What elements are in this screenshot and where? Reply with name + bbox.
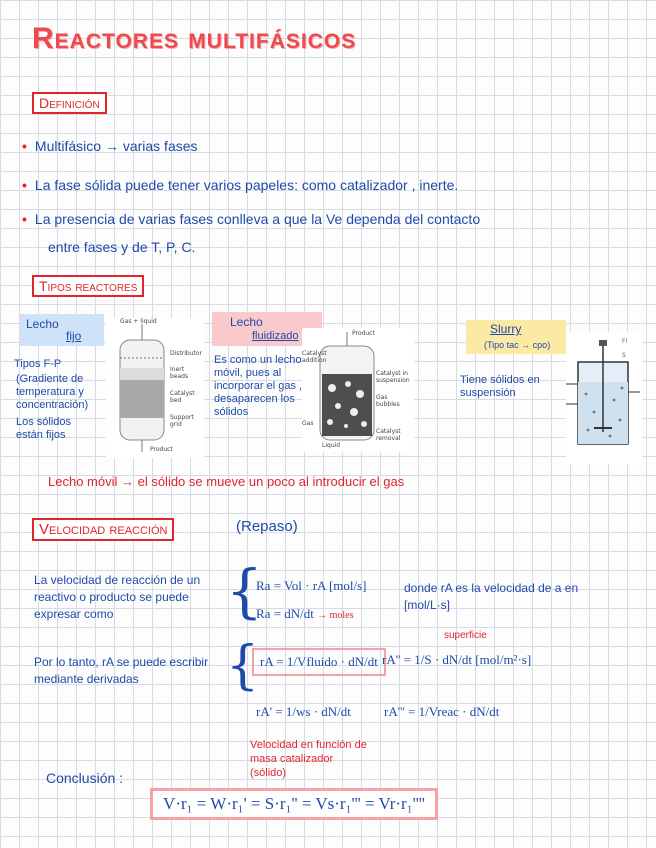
fijo-note-3: Los sólidos están fijos (16, 416, 72, 441)
fluidized-label-bubbles: Gas bubbles (376, 394, 400, 408)
eq2-note: → moles (317, 610, 354, 621)
bullet-dot-icon: • (22, 177, 27, 193)
bullet-3-text: La presencia de varias fases conlleva a que la Ve dependa del contacto (34, 211, 481, 227)
fixed-bed-label-product: Product (150, 446, 173, 453)
fluidized-label-product: Product (352, 330, 375, 337)
fixed-bed-label-catalyst: Catalyst bed (170, 390, 195, 404)
fijo-note-1: Tipos F-P (14, 358, 62, 370)
fixed-bed-label-support: Support grid (170, 414, 194, 428)
bullet-1 (22, 131, 198, 161)
velocidad-intro: La velocidad de reacción de un reactivo o producto se puede expresar como (34, 573, 201, 621)
donde-units: [mol/L·s] (404, 598, 451, 612)
fluidizado-note: Es como un lecho móvil, pues al incorporar el gas , desaparecen los sólidos (214, 354, 303, 418)
velocidad-aside: (Repaso) (236, 518, 298, 535)
eq1-expression: Ra = Vol · rA (256, 578, 326, 593)
slurry-diagram (566, 332, 642, 464)
bullet-2-text: La fase sólida puede tener varios papeles: como catalizador , inerte. (34, 177, 459, 193)
lecho-movil-line (48, 474, 404, 489)
eq5: rA' = 1/ws · dN/dt (256, 704, 351, 719)
eq2 (256, 606, 354, 622)
eq4-expression: rA'' = 1/S · dN/dt (382, 652, 473, 667)
fijo-note-2: (Gradiente de temperatura y concentración) (16, 373, 89, 411)
slurry-figure (566, 332, 642, 464)
bullet-3-continuation: entre fases y de T, P, C. (48, 239, 196, 255)
eq1 (256, 578, 367, 594)
fixed-bed-label-gas-liquid: Gas + liquid (120, 318, 157, 325)
conclusion-label: Conclusión : (46, 770, 124, 786)
fluidized-label-catalyst-addition: Catalyst addition (302, 350, 327, 364)
fluidized-label-liquid: Liquid (322, 442, 341, 449)
conclusion-equation: V·r₁ = W·r₁' = S·r₁'' = Vs·r₁''' = Vr·r₁'''' (150, 788, 438, 820)
bullet-2 (22, 170, 458, 200)
brace-2: { (226, 636, 260, 696)
eq1-units: [mol/s] (328, 578, 367, 593)
fixed-bed-label-inert: Inert beads (170, 366, 189, 380)
masa-note: Velocidad en función de masa catalizador (sólido) (250, 739, 367, 779)
bullet-3 (22, 204, 480, 234)
fluidized-bed-figure (302, 328, 414, 452)
eq4-units: [mol/m²·s] (475, 652, 532, 667)
derivadas-text: Por lo tanto, rA se puede escribir mediante derivadas (34, 655, 209, 686)
slurry-legend-s: S (622, 352, 626, 359)
slurry-label-2: (Tipo tac → cpo) (484, 340, 551, 350)
fixed-bed-diagram (106, 318, 204, 458)
eq4 (382, 652, 531, 668)
slurry-label-1: Slurry (490, 322, 522, 336)
fijo-label-2: fijo (66, 329, 82, 343)
fluidized-label-suspension: Catalyst in suspension (376, 370, 410, 384)
eq2-expression: Ra = dN/dt (256, 606, 314, 621)
eq6: rA''' = 1/Vreac · dN/dt (384, 704, 500, 719)
fijo-label-1: Lecho (26, 317, 59, 331)
fluidizado-label-1: Lecho (230, 315, 263, 329)
section-velocidad-heading: Velocidad reacción (32, 518, 174, 541)
donde-text (404, 580, 584, 614)
fluidizado-label-2: fluidizado (252, 330, 299, 342)
donde-text-main: donde rA es la velocidad de a en (404, 581, 579, 595)
bullet-dot-icon: • (22, 138, 27, 154)
brace-1: { (226, 557, 263, 625)
fixed-bed-label-distributor: Distributor (170, 350, 203, 357)
slurry-note: Tiene sólidos en suspensión (460, 374, 540, 399)
lecho-movil-text: Lecho móvil → el sólido se mueve un poco al introducir el gas (48, 474, 405, 489)
section-definicion-heading: Definición (32, 92, 107, 114)
eq3: rA = 1/Vfluido · dN/dt (252, 648, 386, 676)
bullet-dot-icon: • (22, 211, 27, 227)
superficie-note: superficie (444, 630, 487, 641)
bullet-1-text: Multifásico → varias fases (34, 138, 198, 154)
fluidized-label-removal: Catalyst removal (376, 428, 401, 442)
page-title: Reactores multifásicos (32, 22, 357, 55)
fluidized-label-gas: Gas (302, 420, 314, 427)
section-tipos-heading: Tipos reactores (32, 275, 144, 297)
fixed-bed-figure (106, 318, 204, 458)
slurry-legend-fl: Fl (622, 338, 628, 345)
